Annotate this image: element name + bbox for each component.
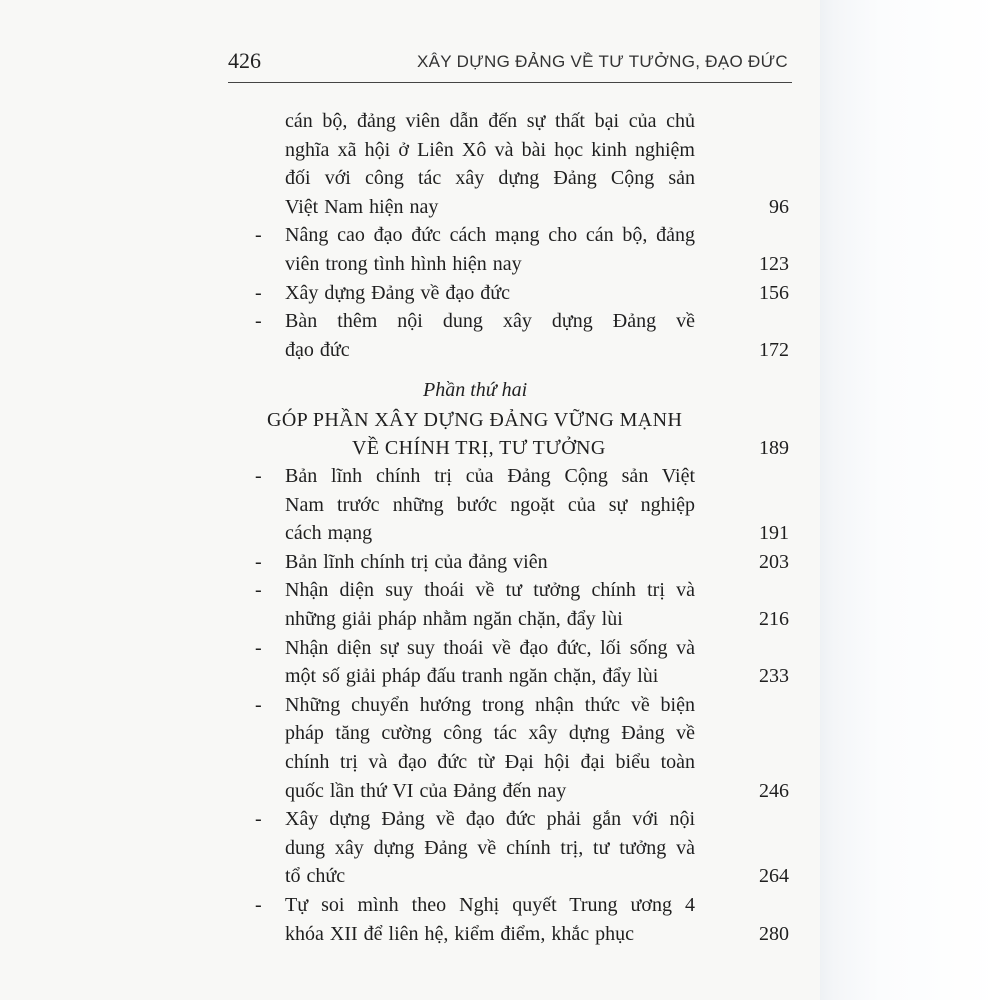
toc-entry-page-number: 96 [769,195,789,218]
running-title: XÂY DỰNG ĐẢNG VỀ TƯ TƯỞNG, ĐẠO ĐỨC [417,52,788,71]
part-label: Phần thứ hai [423,379,528,401]
toc-entry-text-line: Bản lĩnh chính trị của đảng viên [285,550,548,573]
toc-entry-text-line: Những chuyển hướng trong nhận thức về biện [285,693,695,716]
toc-entry-text-line: Nam trước những bước ngoặt của sự nghiệp [285,493,695,516]
toc-entry-page-number: 123 [759,253,789,275]
toc-entry-text-line: đối với công tác xây dựng Đảng Cộng sản [285,167,695,190]
toc-entry-text-line: Nhận diện sự suy thoái về đạo đức, lối sống và [285,636,695,659]
toc-entry-page-number: 191 [759,522,789,545]
part-title-line-2: VỀ CHÍNH TRỊ, TƯ TƯỞNG [352,437,606,459]
toc-entry-text-line: pháp tăng cường công tác xây dựng Đảng về [285,722,695,745]
toc-entry-text-line: một số giải pháp đấu tranh ngăn chặn, đẩy lùi [285,665,659,688]
toc-entry-text-line: viên trong tình hình hiện nay [285,253,522,275]
toc-entry-text-line: tổ chức [285,865,346,888]
toc-entry-text-line: những giải pháp nhằm ngăn chặn, đẩy lùi [285,608,623,630]
toc-entry-text-line: Nhận diện suy thoái về tư tưởng chính trị và [285,579,695,602]
toc-entry-dash: - [255,894,262,916]
toc-entry-dash: - [255,808,262,831]
toc-entry-dash: - [255,636,262,659]
toc-entry-page-number: 233 [759,665,789,688]
toc-entry-page-number: 203 [759,550,789,573]
page-number: 426 [228,48,261,73]
toc-entry-text-line: Việt Nam hiện nay [285,195,439,218]
toc-entry-text-line: Xây dựng Đảng về đạo đức [285,281,510,304]
toc-entry-text-line: nghĩa xã hội ở Liên Xô và bài học kinh nghiệm [285,138,695,161]
toc-entry-text-line: Nâng cao đạo đức cách mạng cho cán bộ, đảng [285,224,695,247]
toc-entry-text-line: Tự soi mình theo Nghị quyết Trung ương 4 [285,894,695,916]
toc-entry-text-line: cán bộ, đảng viên dẫn đến sự thất bại của chủ [285,110,695,132]
part-page-number: 189 [759,437,789,459]
toc-entry-page-number: 172 [759,338,789,361]
toc-entry-page-number: 216 [759,608,789,630]
toc-entry-page-number: 156 [759,281,789,304]
toc-entry-text-line: Bản lĩnh chính trị của Đảng Cộng sản Việt [285,465,695,487]
toc-entry-dash: - [255,693,262,716]
part-title-line-1: GÓP PHẦN XÂY DỰNG ĐẢNG VỮNG MẠNH [267,409,683,431]
toc-entry-text-line: khóa XII để liên hệ, kiểm điểm, khắc phục [285,922,634,945]
toc-entry-text-line: Bàn thêm nội dung xây dựng Đảng về [285,310,695,333]
toc-entry-text-line: quốc lần thứ VI của Đảng đến nay [285,779,567,802]
toc-entry-text-line: dung xây dựng Đảng về chính trị, tư tưởng và [285,836,695,859]
toc-entry-dash: - [255,224,262,247]
toc-entry-dash: - [255,579,262,602]
toc-entry-page-number: 280 [759,922,789,945]
toc-entry-text-line: Xây dựng Đảng về đạo đức phải gắn với nội [285,808,695,831]
toc-entry-dash: - [255,310,262,333]
toc-entry-dash: - [255,465,262,487]
page-edge-shadow [820,0,1000,1000]
toc-entry-page-number: 264 [759,865,789,888]
toc-entry-dash: - [255,550,262,573]
toc-entry-text-line: đạo đức [285,338,350,361]
toc-entry-page-number: 246 [759,779,789,802]
toc-entry-dash: - [255,281,262,304]
toc-entry-text-line: chính trị và đạo đức từ Đại hội đại biểu toàn [285,751,695,773]
toc-entry-text-line: cách mạng [285,522,373,545]
